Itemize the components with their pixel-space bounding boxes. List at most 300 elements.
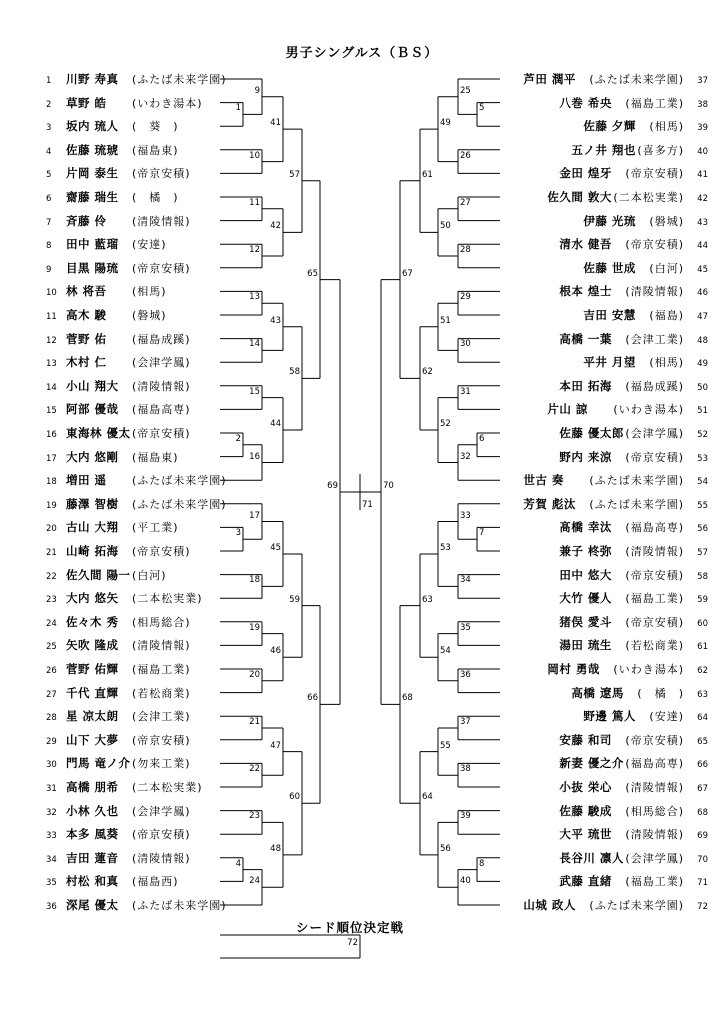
player-entry — [559, 566, 708, 584]
player-name: 兼子 柊弥 — [559, 544, 612, 558]
player-name: 高木 駿 — [66, 308, 107, 322]
entry-number: 64 — [697, 713, 708, 724]
player-entry — [571, 684, 708, 702]
match-number: 66 — [307, 693, 318, 704]
match-number: 57 — [289, 169, 300, 180]
entry-number: 41 — [697, 170, 708, 181]
player-entry — [46, 802, 191, 820]
player-name: 齋藤 瑞生 — [66, 190, 119, 204]
match-number: 67 — [402, 268, 413, 279]
school-name: (二本松実業) — [132, 592, 203, 606]
player-name: 八巻 希央 — [559, 95, 612, 110]
school-name: (福島) — [649, 309, 684, 322]
player-name: 菅野 佑 — [66, 331, 107, 346]
match-number: 5 — [479, 103, 485, 114]
entry-number: 56 — [697, 524, 708, 535]
match-number: 24 — [249, 876, 260, 887]
match-number: 42 — [270, 221, 281, 232]
school-name: (帝京安積) — [625, 568, 684, 582]
player-name: 吉田 蓮音 — [66, 850, 119, 865]
match-number: 72 — [347, 937, 358, 948]
match-number: 65 — [307, 268, 318, 279]
match-number: 48 — [270, 843, 281, 854]
player-name: 世古 奏 — [523, 473, 564, 488]
player-entry — [559, 424, 708, 442]
entry-number: 27 — [46, 689, 57, 700]
player-entry — [547, 660, 708, 678]
player-name: 大内 悠剛 — [66, 449, 119, 464]
player-name: 田中 悠大 — [559, 567, 612, 582]
school-name: (磐城) — [649, 214, 684, 228]
match-number: 20 — [249, 669, 260, 680]
school-name: (ふたば未来学園) — [132, 73, 227, 86]
player-entry — [46, 117, 179, 135]
player-entry — [547, 400, 708, 418]
player-name: 金田 煌牙 — [559, 166, 612, 181]
player-name: 佐藤 世成 — [583, 260, 636, 275]
player-name: 川野 寿真 — [66, 72, 119, 86]
entry-number: 24 — [46, 618, 57, 629]
player-entry — [46, 707, 191, 725]
player-name: 坂内 琉人 — [66, 119, 119, 134]
player-entry — [583, 212, 708, 230]
match-number: 50 — [440, 221, 451, 232]
player-name: 大竹 優人 — [559, 591, 612, 606]
match-number: 29 — [460, 292, 471, 303]
entry-number: 32 — [46, 807, 57, 818]
school-name: (帝京安積) — [132, 733, 191, 747]
school-name: (帝京安積) — [132, 167, 191, 181]
player-name: 星 凉太朗 — [66, 709, 119, 724]
player-entry — [559, 164, 708, 182]
school-name: (福島高専) — [132, 403, 191, 417]
player-entry — [46, 94, 203, 112]
match-number: 25 — [460, 85, 471, 96]
school-name: (帝京安積) — [132, 261, 191, 275]
school-name: (福島高専) — [625, 757, 684, 771]
player-entry — [46, 636, 191, 654]
player-entry — [46, 141, 179, 159]
entry-number: 36 — [46, 902, 57, 912]
entry-number: 34 — [46, 854, 57, 865]
player-entry — [559, 636, 708, 654]
match-number: 63 — [422, 594, 433, 605]
match-number: 33 — [460, 510, 471, 521]
player-entry — [559, 825, 708, 843]
player-name: 阿部 優哉 — [66, 402, 119, 417]
player-entry — [583, 353, 708, 371]
entry-number: 54 — [697, 477, 708, 488]
player-entry — [559, 731, 708, 749]
player-entry — [46, 542, 191, 560]
entry-number: 20 — [46, 524, 57, 535]
entry-number: 22 — [46, 571, 57, 582]
match-number: 62 — [422, 367, 433, 378]
school-name: (相馬) — [649, 120, 684, 134]
entry-number: 72 — [697, 902, 708, 912]
match-number: 60 — [289, 792, 300, 803]
school-name: (福島東) — [132, 450, 179, 464]
match-number: 10 — [249, 150, 260, 161]
school-name: (清陵情報) — [132, 379, 191, 393]
school-name: (福島成蹊) — [132, 332, 191, 346]
player-entry — [559, 330, 708, 348]
player-name: 千代 直輝 — [66, 685, 119, 700]
entry-number: 14 — [46, 382, 57, 393]
entry-number: 66 — [697, 760, 708, 771]
entry-number: 5 — [46, 170, 52, 181]
entry-number: 33 — [46, 831, 57, 842]
school-name: (相馬総合) — [132, 615, 191, 629]
entry-number: 48 — [697, 335, 708, 346]
entry-number: 51 — [697, 406, 708, 417]
player-name: 山下 大夢 — [66, 732, 119, 747]
entry-number: 30 — [46, 760, 57, 771]
entry-number: 35 — [46, 878, 57, 889]
player-entry — [559, 613, 708, 631]
player-entry — [46, 353, 191, 371]
entry-number: 49 — [697, 359, 708, 370]
school-name: (会津学鳳) — [625, 851, 684, 865]
match-number: 3 — [235, 528, 241, 539]
school-name: (安達) — [132, 238, 167, 252]
player-entry — [46, 589, 203, 607]
player-entry — [46, 778, 203, 796]
school-name: (相馬) — [132, 285, 167, 299]
player-name: 古山 大翔 — [66, 520, 119, 535]
player-entry — [46, 825, 191, 843]
player-name: 五ノ井 翔也 — [571, 142, 636, 157]
entry-number: 62 — [697, 666, 708, 676]
school-name: (勿来工業) — [132, 757, 191, 771]
school-name: (ふたば未来学園) — [132, 899, 227, 912]
entry-number: 13 — [46, 359, 57, 370]
player-entry — [559, 872, 708, 890]
player-name: 小山 翔大 — [66, 378, 119, 393]
player-name: 深尾 優太 — [66, 898, 119, 912]
entry-number: 11 — [46, 312, 57, 322]
player-name: 藤澤 智樹 — [66, 496, 119, 511]
school-name: (清陵情報) — [625, 781, 684, 794]
entry-number: 55 — [697, 500, 708, 511]
player-entry — [46, 377, 191, 395]
entry-number: 12 — [46, 335, 57, 346]
school-name: (二本松実業) — [613, 191, 684, 204]
school-name: (二本松実業) — [132, 781, 203, 794]
match-number: 49 — [440, 118, 451, 129]
school-name: (福島工業) — [132, 663, 191, 676]
school-name: (清陵情報) — [625, 545, 684, 558]
school-name: (会津工業) — [132, 710, 191, 724]
entry-number: 42 — [697, 194, 708, 204]
player-name: 佐々木 秀 — [66, 614, 119, 629]
school-name: (磐城) — [132, 309, 167, 322]
match-number: 43 — [270, 315, 281, 326]
school-name: (若松商業) — [625, 639, 684, 653]
player-entry — [583, 117, 708, 135]
school-name: (帝京安積) — [132, 828, 191, 842]
player-name: 佐久間 陽一 — [66, 567, 131, 582]
entry-number: 8 — [46, 241, 52, 252]
match-number: 53 — [440, 542, 451, 553]
player-entry — [46, 754, 191, 772]
match-number: 68 — [402, 693, 413, 704]
player-name: 伊藤 光琉 — [583, 213, 636, 228]
school-name: (平工業) — [132, 521, 179, 535]
school-name: (帝京安積) — [625, 450, 684, 464]
entry-number: 25 — [46, 642, 57, 653]
player-entry — [523, 70, 708, 88]
player-name: 根本 煌士 — [559, 284, 612, 299]
match-number: 18 — [249, 575, 260, 586]
entry-number: 10 — [46, 288, 57, 299]
entry-number: 4 — [46, 146, 52, 157]
match-number: 11 — [249, 197, 260, 208]
match-number: 4 — [235, 858, 241, 869]
player-name: 本多 風葵 — [66, 827, 119, 842]
player-entry — [46, 448, 179, 466]
match-number: 59 — [289, 594, 300, 605]
match-number: 16 — [249, 451, 260, 462]
match-number: 52 — [440, 419, 451, 430]
match-number: 46 — [270, 646, 281, 657]
school-name: (帝京安積) — [625, 733, 684, 747]
match-number: 30 — [460, 339, 471, 350]
player-name: 吉田 安慧 — [583, 308, 636, 322]
entry-number: 17 — [46, 453, 57, 464]
school-name: (会津学鳳) — [625, 427, 684, 440]
school-name: (帝京安積) — [625, 615, 684, 629]
player-name: 佐久間 敦大 — [547, 190, 612, 204]
player-entry — [46, 872, 179, 890]
entry-number: 18 — [46, 477, 57, 488]
school-name: (帝京安積) — [625, 167, 684, 181]
entry-number: 59 — [697, 595, 708, 606]
player-entry — [46, 495, 227, 513]
player-name: 武藤 直緒 — [559, 874, 612, 889]
player-entry — [46, 400, 191, 418]
entry-number: 50 — [697, 382, 708, 393]
entry-number: 19 — [46, 500, 57, 511]
school-name: (帝京安積) — [625, 238, 684, 252]
player-entry — [559, 589, 708, 607]
seed-playoff-title: シード順位決定戦 — [296, 920, 405, 935]
match-number: 26 — [460, 150, 471, 161]
player-entry — [46, 282, 167, 300]
school-name: (いわき湯本) — [613, 403, 684, 417]
match-number: 37 — [460, 717, 471, 727]
page-title: 男子シングルス（ＢＳ） — [285, 46, 439, 61]
match-number: 12 — [249, 245, 260, 255]
match-number: 8 — [479, 858, 485, 869]
match-number: 36 — [460, 669, 471, 680]
school-name: (相馬総合) — [625, 804, 684, 818]
match-number: 27 — [460, 197, 471, 208]
entry-number: 31 — [46, 784, 57, 794]
school-name: (ふたば未来学園) — [589, 899, 684, 912]
school-name: (清陵情報) — [132, 214, 191, 228]
match-number: 23 — [249, 811, 260, 822]
school-name: (いわき湯本) — [613, 663, 684, 676]
match-number: 58 — [289, 367, 300, 378]
player-entry — [46, 235, 167, 253]
entry-number: 39 — [697, 123, 708, 134]
school-name: (ふたば未来学園) — [132, 497, 227, 511]
match-number: 40 — [460, 876, 471, 887]
school-name: (福島西) — [132, 875, 179, 889]
entry-number: 9 — [46, 264, 52, 275]
entry-number: 60 — [697, 618, 708, 629]
school-name: (いわき湯本) — [132, 96, 203, 110]
entry-number: 1 — [46, 76, 52, 86]
school-name: (会津学鳳) — [132, 356, 191, 370]
entry-number: 57 — [697, 548, 708, 558]
player-entry — [583, 259, 708, 277]
player-name: 佐藤 優太郎 — [559, 426, 624, 440]
match-number: 55 — [440, 740, 451, 751]
player-name: 佐藤 駿成 — [559, 803, 612, 818]
player-name: 長谷川 凛人 — [559, 850, 624, 865]
match-number: 41 — [270, 118, 281, 129]
player-entry — [46, 188, 179, 206]
match-number: 7 — [479, 528, 485, 539]
player-entry — [46, 849, 191, 867]
player-name: 芦田 潤平 — [523, 72, 576, 86]
player-entry — [46, 566, 167, 584]
player-name: 門馬 竜ノ介 — [66, 756, 131, 771]
player-name: 木村 仁 — [66, 355, 107, 370]
player-name: 草野 皓 — [66, 95, 107, 110]
entry-number: 3 — [46, 123, 52, 134]
player-entry — [46, 212, 191, 230]
match-number: 28 — [460, 245, 471, 255]
entry-number: 65 — [697, 736, 708, 747]
player-name: 山城 政人 — [523, 898, 576, 912]
school-name: (清陵情報) — [625, 285, 684, 299]
school-name: (福島工業) — [625, 592, 684, 606]
player-name: 山崎 拓海 — [66, 544, 119, 558]
entry-number: 16 — [46, 430, 57, 440]
match-number: 69 — [327, 481, 338, 491]
entry-number: 23 — [46, 595, 57, 606]
match-number: 54 — [440, 646, 451, 657]
player-entry — [571, 141, 708, 159]
match-number: 34 — [460, 575, 471, 586]
player-name: 斉藤 伶 — [66, 213, 107, 228]
school-name: (若松商業) — [132, 686, 191, 700]
player-name: 田中 藍瑠 — [66, 237, 119, 252]
player-name: 岡村 勇哉 — [547, 662, 600, 676]
match-number: 64 — [422, 792, 433, 803]
player-entry — [46, 306, 167, 324]
match-number: 44 — [270, 419, 281, 430]
player-entry — [547, 188, 708, 206]
entry-number: 15 — [46, 406, 57, 417]
entry-number: 46 — [697, 288, 708, 299]
entry-number: 28 — [46, 713, 57, 724]
player-entry — [46, 259, 191, 277]
player-name: 片山 諒 — [547, 402, 588, 417]
school-name: (福島高専) — [625, 521, 684, 535]
player-entry — [523, 471, 708, 489]
match-number: 17 — [249, 510, 260, 521]
school-name: (ふたば未来学園) — [589, 497, 684, 511]
school-name: (清陵情報) — [132, 851, 191, 865]
match-number: 15 — [249, 386, 260, 397]
match-number: 21 — [249, 717, 260, 727]
player-name: 新妻 優之介 — [559, 756, 624, 771]
entry-number: 43 — [697, 217, 708, 228]
entry-number: 40 — [697, 146, 708, 157]
player-name: 増田 遥 — [66, 473, 107, 488]
entry-number: 44 — [697, 241, 708, 252]
school-name: (帝京安積) — [132, 427, 191, 440]
player-entry — [46, 424, 191, 442]
school-name: (福島成蹊) — [625, 379, 684, 393]
player-entry — [559, 778, 708, 796]
player-name: 矢吹 隆成 — [66, 638, 119, 653]
entry-number: 26 — [46, 666, 57, 676]
match-number: 35 — [460, 622, 471, 633]
player-name: 小林 久也 — [66, 803, 119, 818]
player-entry — [46, 731, 191, 749]
player-name: 高橋 朋希 — [66, 780, 119, 794]
school-name: (帝京安積) — [132, 545, 191, 558]
player-name: 高橋 遼馬 — [571, 685, 624, 700]
player-name: 林 将吾 — [66, 284, 107, 299]
match-number: 19 — [249, 622, 260, 633]
school-name: (会津学鳳) — [132, 804, 191, 818]
entry-number: 29 — [46, 736, 57, 747]
entry-number: 58 — [697, 571, 708, 582]
entry-number: 7 — [46, 217, 52, 228]
school-name: (会津工業) — [625, 332, 684, 346]
player-name: 目黒 陽琉 — [66, 260, 119, 275]
match-number: 1 — [235, 103, 241, 114]
match-number: 6 — [479, 433, 485, 444]
player-entry — [46, 471, 227, 489]
player-name: 東海林 優太 — [66, 426, 131, 440]
school-name: (相馬) — [649, 356, 684, 370]
match-number: 71 — [362, 500, 373, 510]
player-entry — [559, 235, 708, 253]
player-entry — [583, 306, 708, 324]
entry-number: 38 — [697, 99, 708, 110]
school-name: (ふたば未来学園) — [589, 73, 684, 86]
match-number: 39 — [460, 811, 471, 822]
school-name: (清陵情報) — [132, 639, 191, 653]
match-number: 45 — [270, 542, 281, 553]
school-name: (福島東) — [132, 143, 179, 157]
entry-number: 53 — [697, 453, 708, 464]
player-name: 湯田 琉生 — [559, 638, 612, 653]
entry-number: 37 — [697, 76, 708, 86]
player-entry — [46, 330, 191, 348]
entry-number: 2 — [46, 99, 52, 110]
match-number: 61 — [422, 169, 433, 180]
player-entry — [559, 377, 708, 395]
entry-number: 70 — [697, 854, 708, 865]
player-entry — [559, 518, 708, 536]
player-entry — [46, 164, 191, 182]
entry-number: 21 — [46, 548, 57, 558]
school-name: (安達) — [649, 710, 684, 724]
entry-number: 52 — [697, 430, 708, 440]
school-name: (喜多方) — [637, 143, 684, 157]
entry-number: 68 — [697, 807, 708, 818]
match-number: 9 — [254, 85, 260, 96]
school-name: (白河) — [132, 568, 167, 582]
